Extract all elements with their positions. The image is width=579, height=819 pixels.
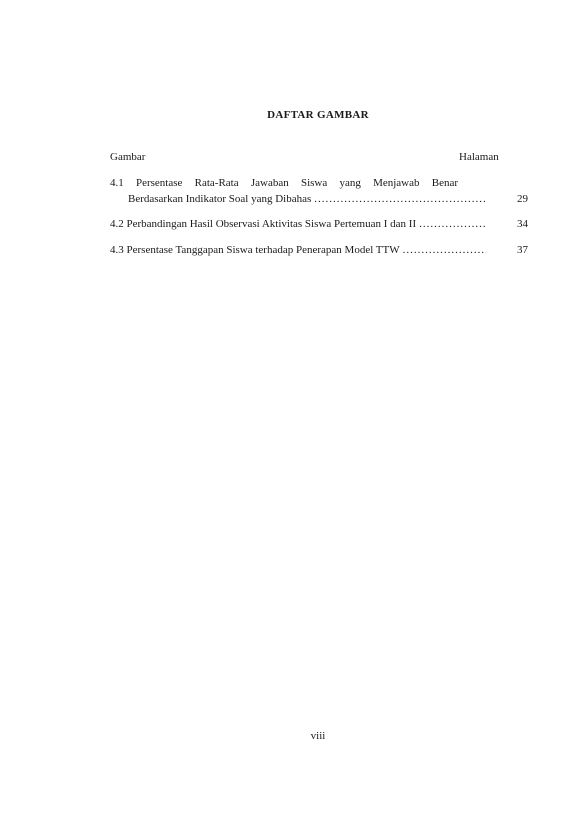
entry-caption-continued: Berdasarkan Indikator Soal yang Dibahas	[128, 193, 312, 205]
figure-list-entry[interactable]	[110, 216, 528, 232]
entry-continuation-line	[110, 191, 528, 207]
column-header-page: Halaman	[459, 151, 499, 163]
entry-line	[110, 175, 528, 191]
page-title: DAFTAR GAMBAR	[267, 109, 369, 121]
entry-line	[110, 242, 528, 258]
entry-page-number: 34	[517, 218, 528, 230]
entry-page-number: 29	[517, 193, 528, 205]
dot-leader	[419, 216, 486, 232]
entry-caption: 4.1 Persentase Rata-Rata Jawaban Siswa yang Menjawab Benar	[110, 177, 458, 189]
figure-list-entry[interactable]	[110, 175, 528, 207]
entry-caption: 4.2 Perbandingan Hasil Observasi Aktivitas Siswa Pertemuan I dan II	[110, 218, 417, 230]
dot-leader	[314, 191, 486, 207]
entry-caption: 4.3 Persentase Tanggapan Siswa terhadap Penerapan Model TTW	[110, 244, 400, 256]
column-header-figure: Gambar	[110, 151, 146, 163]
figure-list-entry[interactable]	[110, 242, 528, 258]
dot-leader	[403, 242, 486, 258]
page-number-footer: viii	[310, 730, 326, 742]
entry-page-number: 37	[517, 244, 528, 256]
entry-line	[110, 216, 528, 232]
